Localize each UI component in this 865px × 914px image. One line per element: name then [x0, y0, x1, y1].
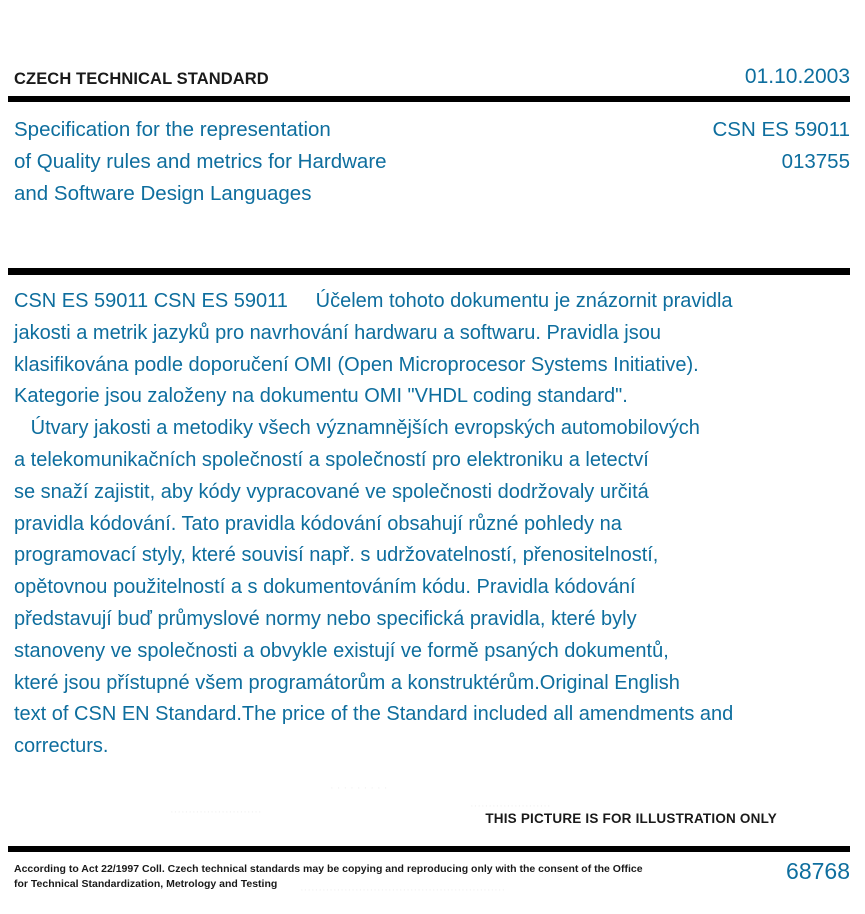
- body-line: se snaží zajistit, aby kódy vypracované ve společnosti dodržovaly určitá: [14, 480, 649, 503]
- body-line: které jsou přístupné všem programátorům a konstruktérům.Original English: [14, 671, 680, 694]
- document-header: [0, 65, 865, 96]
- title-divider-rule: [8, 268, 850, 275]
- document-title: [14, 114, 574, 210]
- body-line: jakosti a metrik jazyků pro navrhování hardwaru a softwaru. Pravidla jsou: [14, 321, 661, 344]
- title-line: Specification for the representation: [14, 118, 331, 141]
- body-line: představují buď průmyslové normy nebo specifická pravidla, které byly: [14, 607, 637, 630]
- body-line: opětovnou použitelností a s dokumentováním kódu. Pravidla kódování: [14, 576, 636, 599]
- body-line: correcturs.: [14, 735, 109, 758]
- body-line: text of CSN EN Standard.The price of the Standard included all amendments and: [14, 703, 734, 726]
- body-line: programovací styly, které souvisí např. s udržovatelností, přenositelností,: [14, 544, 659, 567]
- standard-type-label: CZECH TECHNICAL STANDARD: [14, 70, 269, 88]
- body-line: Kategorie jsou založeny na dokumentu OMI "VHDL coding standard".: [14, 385, 628, 408]
- publication-date: 01.10.2003: [744, 65, 850, 88]
- standard-designation: [550, 114, 850, 178]
- document-order-number: 68768: [786, 858, 850, 884]
- footer-legal-line: for Technical Standardization, Metrology and Testing: [14, 877, 278, 890]
- scan-artifact: · · · · · · · · ·: [330, 782, 388, 794]
- title-line: and Software Design Languages: [14, 182, 312, 205]
- body-line: stanoveny ve společnosti a obvykle existují ve formě psaných dokumentů,: [14, 639, 669, 662]
- body-line: a telekomunikačních společností a společností pro elektroniku a letectví: [14, 448, 649, 471]
- body-line: CSN ES 59011 CSN ES 59011 Účelem tohoto dokumentu je znázornit pravidla: [14, 290, 733, 312]
- footer-divider-rule: [8, 846, 850, 852]
- body-line: pravidla kódování. Tato pravidla kódování obsahují různé pohledy na: [14, 512, 622, 535]
- scan-artifact: ·························: [170, 806, 262, 818]
- scan-artifact: ······················: [470, 800, 551, 812]
- footer-legal-notice: [14, 862, 643, 891]
- header-divider-rule: [8, 96, 850, 102]
- designation-number: CSN ES 59011: [712, 118, 850, 141]
- body-line: Útvary jakosti a metodiky všech významnějších evropských automobilových: [14, 417, 700, 440]
- body-line: klasifikována podle doporučení OMI (Open Microprocesor Systems Initiative).: [14, 353, 699, 376]
- footer-legal-line: According to Act 22/1997 Coll. Czech technical standards may be copying and reproducing only with the consent of the Office: [14, 863, 643, 875]
- title-line: of Quality rules and metrics for Hardware: [14, 150, 387, 173]
- scan-artifact: ························································: [300, 884, 506, 896]
- abstract-body: [14, 286, 814, 763]
- classification-code: 013755: [781, 150, 850, 173]
- illustration-notice: THIS PICTURE IS FOR ILLUSTRATION ONLY: [485, 811, 777, 826]
